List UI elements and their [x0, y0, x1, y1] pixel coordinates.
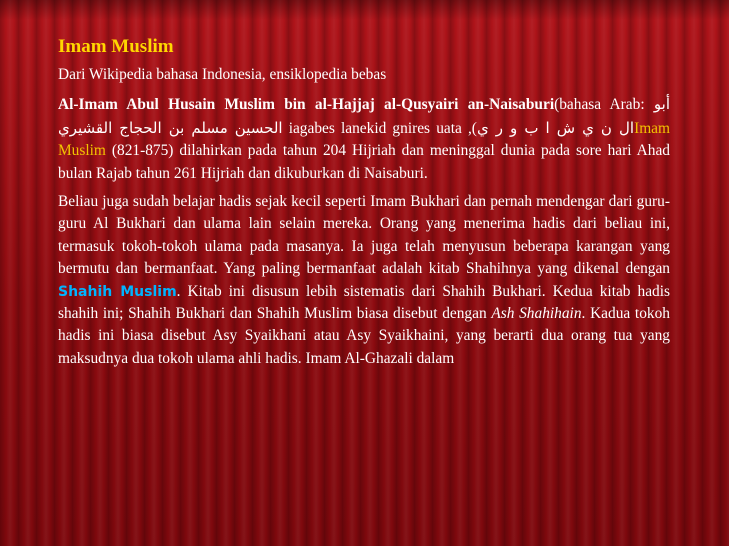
paragraph-text: . Kitab ini disusun lebih sistematis dari Shahih Bukhari. Kedua kitab hadis shahih ini; Shahih Bukhari dan Shahih Muslim biasa disebut dengan: [58, 282, 670, 323]
paragraph-text: . Kadua tokoh hadis ini biasa disebut Asy Syaikhani atau Asy Syaikhaini, yang berarti dua orang tua yang maksudnya dua tokoh ulama ahli hadis. Imam Al-Ghazali dalam: [58, 305, 670, 367]
article-source: Dari Wikipedia bahasa Indonesia, ensiklopedia bebas: [58, 66, 387, 83]
article-title: Imam Muslim: [58, 36, 174, 57]
paragraph-text: iagabes lanekid gnires uata ,(: [282, 119, 477, 137]
highlight-name: Imam Muslim: [58, 119, 670, 160]
full-name: Al-Imam Abul Husain Muslim bin al-Hajjaj al-Qusyairi an-Naisaburi: [58, 96, 555, 114]
arabic-nisba: ال ن ي ش ا ب و ر ي: [476, 118, 635, 137]
paragraph-works: [58, 191, 670, 370]
paragraph-text: (bahasa Arab:: [554, 96, 654, 114]
paragraph-text: (821-875) dilahirkan pada tahun 204 Hijriah dan meninggal dunia pada sore hari Ahad bulan Rajab tahun 261 Hijriah dan dikuburkan di Naisaburi.: [58, 142, 670, 182]
article-content: [58, 34, 670, 376]
shahih-muslim-link[interactable]: Shahih Muslim: [58, 283, 177, 300]
italic-term: Ash Shahihain: [491, 305, 582, 323]
paragraph-biography: [58, 93, 670, 185]
arabic-name: أبو الحسين مسلم بن الحجاج القشيري: [58, 95, 670, 137]
paragraph-text: Beliau juga sudah belajar hadis sejak kecil seperti Imam Bukhari dan pernah mendengar dari guru-guru Al Bukhari dan ulama lain selain mereka. Orang yang menerima hadis dari beliau ini, termasuk tokoh-tokoh ulama pada masanya. Ia juga telah menyusun beberapa karangan yang bermutu dan bermanfaat. Yang paling bermanfaat adalah kitab Shahihnya yang dikenal dengan: [58, 193, 670, 278]
